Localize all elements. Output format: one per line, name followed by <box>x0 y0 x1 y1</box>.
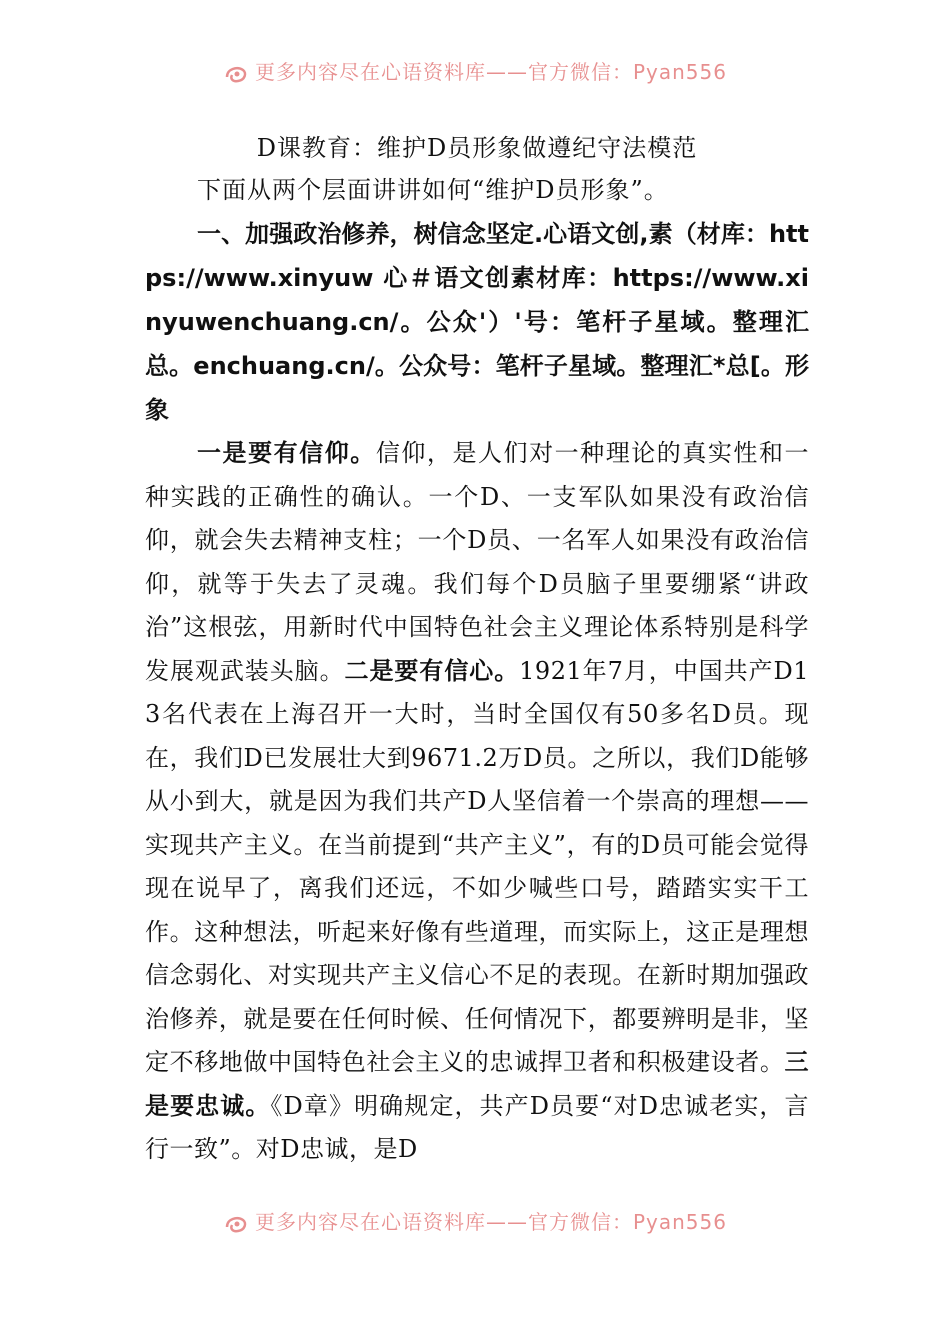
point-3-lead: 三是要忠诚。 <box>145 1048 809 1120</box>
point-1-lead: 一是要有信仰。 <box>197 439 376 467</box>
document-body <box>145 128 809 1172</box>
watermark-header <box>0 58 950 86</box>
section-heading-1: 一、加强政治修养，树信念坚定.心语文创,素（材库：https://www.xinyuw 心＃语文创素材库：https://www.xinyuwenchuang.cn/。公众'）'号：笔杆子星域。整理汇总。enchuang.cn/。公众号：笔杆子星域。整理汇*总[。形象 <box>145 220 809 424</box>
watermark-footer <box>0 1208 950 1236</box>
intro-paragraph: 下面从两个层面讲讲如何“维护D员形象”。 <box>197 176 669 204</box>
point-1-text: 信仰，是人们对一种理论的真实性和一种实践的正确性的确认。一个D、一支军队如果没有政治信仰，就会失去精神支柱；一个D员、一名军人如果没有政治信仰，就等于失去了灵魂。我们每个D员脑子里要绷紧“讲政治”这根弦，用新时代中国特色社会主义理论体系特别是科学发展观武装头脑。 <box>145 439 810 685</box>
point-3-text: 《D章》明确规定，共产D员要“对D忠诚老实，言行一致”。对D忠诚，是D <box>145 1091 810 1163</box>
watermark-text: 更多内容尽在心语资料库——官方微信：Pyan556 <box>254 1210 727 1234</box>
watermark-logo-icon <box>223 1213 249 1235</box>
point-2-text: 1921年7月，中国共产D13名代表在上海召开一大时，当时全国仅有50多名D员。现在，我们D已发展壮大到9671.2万D员。之所以，我们D能够从小到大，就是因为我们共产D人坚信着一个崇高的理想——实现共产主义。在当前提到“共产主义”，有的D员可能会觉得现在说早了，离我们还远，不如少喊些口号，踏踏实实干工作。这种想法，听起来好像有些道理，而实际上，这正是理想信念弱化、对实现共产主义信心不足的表现。在新时期加强政治修养，就是要在任何时候、任何情况下，都要辨明是非，坚定不移地做中国特色社会主义的忠诚捍卫者和积极建设者。 <box>145 656 810 1076</box>
body-paragraph <box>145 432 809 1172</box>
document-title: D课教育：维护D员形象做遵纪守法模范 <box>256 134 698 162</box>
point-2-lead: 二是要有信心。 <box>344 656 520 685</box>
watermark-text: 更多内容尽在心语资料库——官方微信：Pyan556 <box>254 60 727 84</box>
watermark-logo-icon <box>223 63 249 85</box>
